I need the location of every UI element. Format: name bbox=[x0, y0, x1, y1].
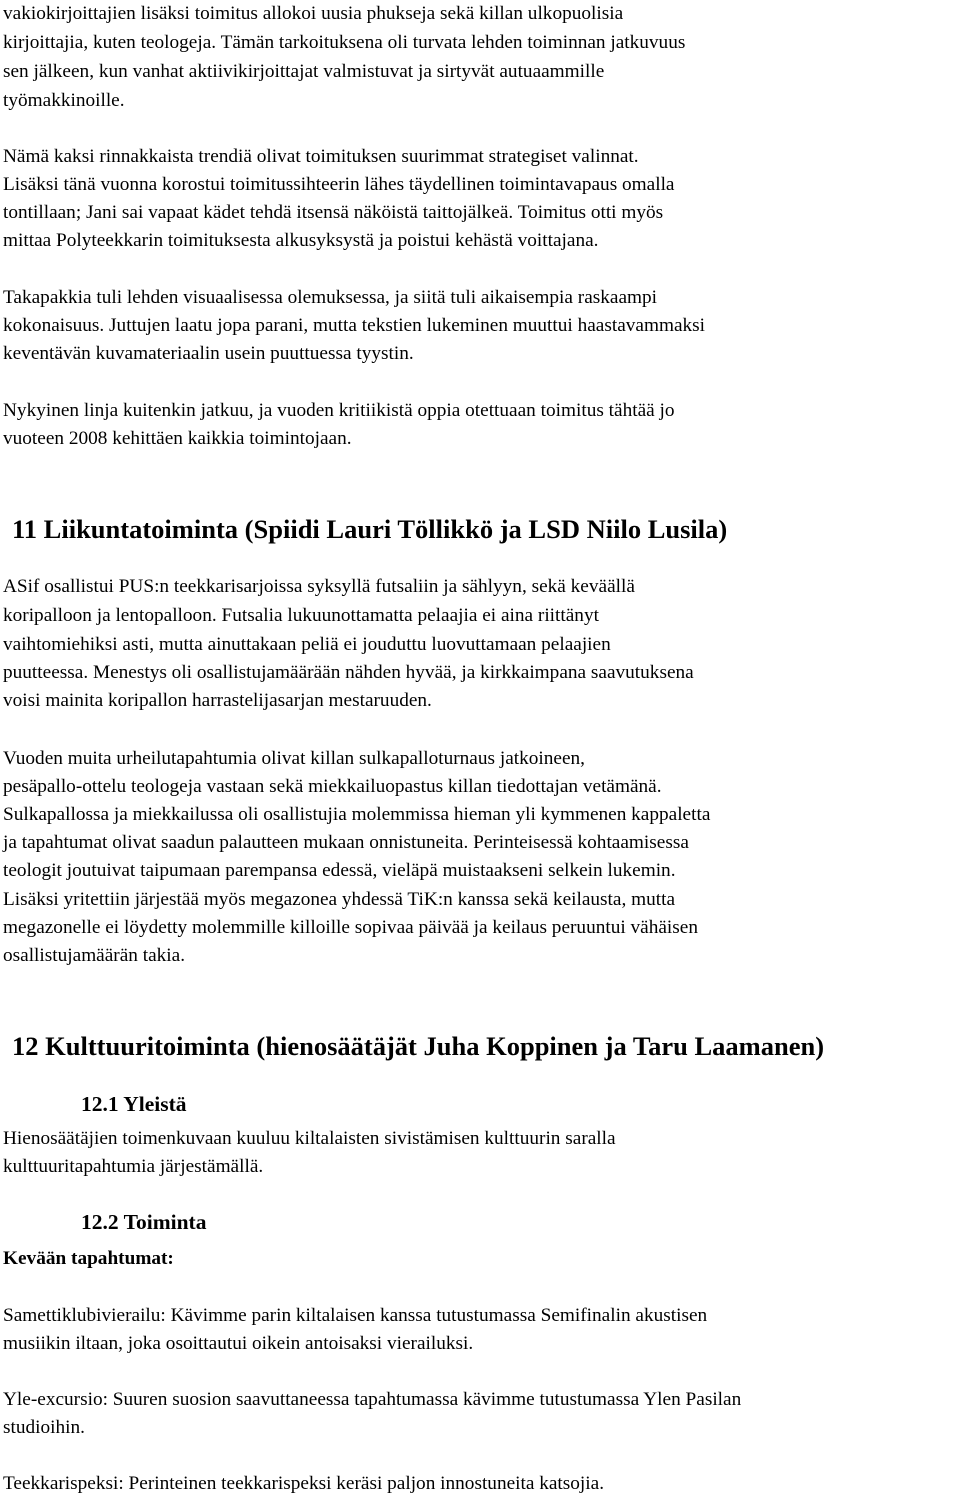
paragraph-line: osallistujamäärän takia. bbox=[3, 945, 186, 966]
paragraph-line: Lisäksi yritettiin järjestää myös megazonea yhdessä TiK:n kanssa sekä keilausta, mutta bbox=[3, 889, 676, 910]
paragraph-line: Teekkarispeksi: Perinteinen teekkarispeksi keräsi paljon innostuneita katsojia. bbox=[3, 1473, 605, 1494]
paragraph-line: studioihin. bbox=[3, 1417, 85, 1438]
paragraph-line: kirjoittajia, kuten teologeja. Tämän tarkoituksena oli turvata lehden toiminnan jatkuvuus bbox=[3, 32, 686, 53]
paragraph-line: voisi mainita koripallon harrastelijasarjan mestaruuden. bbox=[3, 690, 432, 711]
paragraph-line: Nykyinen linja kuitenkin jatkuu, ja vuoden kritiikistä oppia otettuaan toimitus tähtää jo bbox=[3, 400, 675, 421]
paragraph-line: vuoteen 2008 kehittäen kaikkia toimintojaan. bbox=[3, 428, 352, 449]
paragraph-line: Samettiklubivierailu: Kävimme parin kiltalaisen kanssa tutustumassa Semifinalin akustisen bbox=[3, 1305, 708, 1326]
paragraph-line: musiikin iltaan, joka osoittautui oikein antoisaksi vierailuksi. bbox=[3, 1333, 474, 1354]
paragraph-line: vakiokirjoittajien lisäksi toimitus allokoi uusia phukseja sekä killan ulkopuolisia bbox=[3, 3, 624, 24]
paragraph-line: puutteessa. Menestys oli osallistujamäärään nähden hyvää, ja kirkkaimpana saavutuksena bbox=[3, 662, 694, 683]
subsection-heading-12-2: 12.2 Toiminta bbox=[81, 1210, 207, 1234]
section-heading-12: 12 Kulttuuritoiminta (hienosäätäjät Juha Koppinen ja Taru Laamanen) bbox=[12, 1031, 825, 1061]
paragraph-line: ASif osallistui PUS:n teekkarisarjoissa syksyllä futsaliin ja sählyyn, sekä keväällä bbox=[3, 576, 635, 597]
paragraph-line: sen jälkeen, kun vanhat aktiivikirjoittajat valmistuvat ja sirtyvät autuaammille bbox=[3, 61, 605, 82]
paragraph-line: koripalloon ja lentopalloon. Futsalia lukuunottamatta pelaajia ei aina riittänyt bbox=[3, 605, 599, 626]
paragraph-line: Sulkapallossa ja miekkailussa oli osallistujia molemmissa hieman yli kymmenen kappaletta bbox=[3, 804, 711, 825]
paragraph-line: megazonelle ei löydetty molemmille killoille sopivaa päivää ja keilaus peruuntui vähäisen bbox=[3, 917, 698, 938]
paragraph-line: pesäpallo-ottelu teologeja vastaan sekä miekkailuopastus killan tiedottajan vetämänä. bbox=[3, 776, 662, 797]
paragraph-line: vaihtomiehiksi asti, mutta ainuttakaan peliä ei jouduttu luovuttamaan pelaajien bbox=[3, 634, 611, 655]
paragraph-line: ja tapahtumat olivat saadun palautteen mukaan onnistuneita. Perinteisessä kohtaamisessa bbox=[3, 832, 689, 853]
paragraph-line: Vuoden muita urheilutapahtumia olivat killan sulkapalloturnaus jatkoineen, bbox=[3, 748, 585, 769]
paragraph-line: Nämä kaksi rinnakkaista trendiä olivat toimituksen suurimmat strategiset valinnat. bbox=[3, 146, 639, 167]
paragraph-line: kokonaisuus. Juttujen laatu jopa parani, mutta tekstien lukeminen muuttui haastavammaksi bbox=[3, 315, 706, 336]
paragraph-line: teologit joutuivat taipumaan parempansa edessä, vieläpä muistaakseni selkein lukemin. bbox=[3, 860, 676, 881]
paragraph-line: Yle-excursio: Suuren suosion saavuttaneessa tapahtumassa kävimme tutustumassa Ylen Pasilan bbox=[3, 1389, 742, 1410]
paragraph-line: työmakkinoille. bbox=[3, 90, 125, 111]
paragraph-line: keventävän kuvamateriaalin usein puuttuessa tyystin. bbox=[3, 343, 414, 364]
paragraph-line: tontillaan; Jani sai vapaat kädet tehdä itsensä näköistä taittojälkeä. Toimitus otti myös bbox=[3, 202, 664, 223]
paragraph-line: kulttuuritapahtumia järjestämällä. bbox=[3, 1156, 264, 1177]
paragraph-line: Hienosäätäjien toimenkuvaan kuuluu kiltalaisten sivistämisen kulttuurin saralla bbox=[3, 1128, 616, 1149]
subsection-heading-12-1: 12.1 Yleistä bbox=[81, 1092, 187, 1116]
spring-events-label: Kevään tapahtumat: bbox=[3, 1248, 174, 1269]
paragraph-line: mittaa Polyteekkarin toimituksesta alkusyksystä ja poistui kehästä voittajana. bbox=[3, 230, 599, 251]
paragraph-line: Takapakkia tuli lehden visuaalisessa olemuksessa, ja siitä tuli aikaisempia raskaampi bbox=[3, 287, 658, 308]
paragraph-line: Lisäksi tänä vuonna korostui toimitussihteerin lähes täydellinen toimintavapaus omalla bbox=[3, 174, 675, 195]
section-heading-11: 11 Liikuntatoiminta (Spiidi Lauri Töllikkö ja LSD Niilo Lusila) bbox=[12, 514, 728, 544]
